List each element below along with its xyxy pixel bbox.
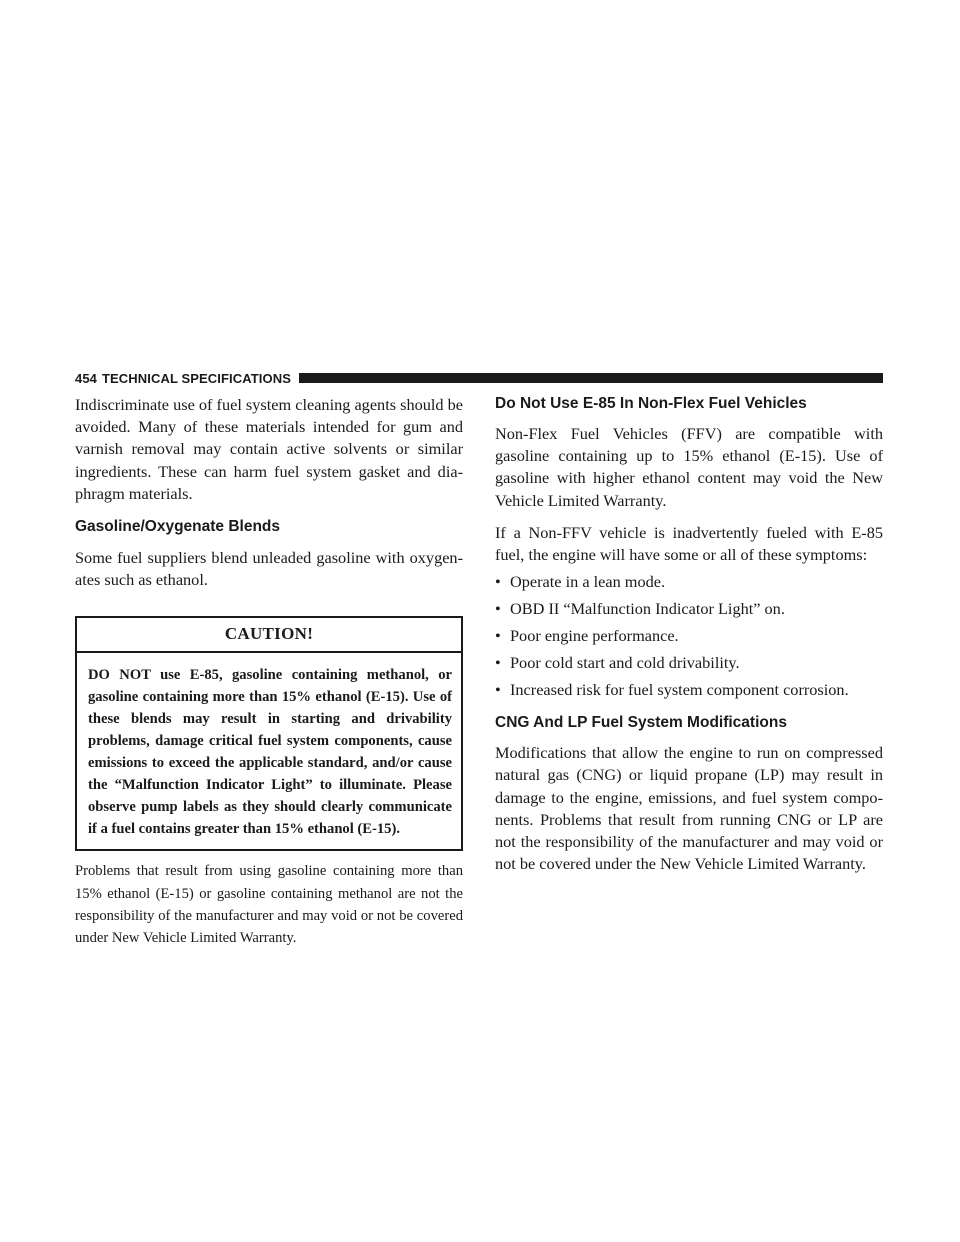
bullet-icon: • [495,680,501,700]
page-number: 454 [75,370,97,386]
nonflex-paragraph: Non-Flex Fuel Vehicles (FFV) are compatible with gasoline containing up to 15% ethanol (E-15). Use of gasoline with higher ethanol content may void the New Vehicle Limited Warranty. [495,424,883,510]
bullet-icon: • [495,599,501,619]
list-item: • OBD II “Malfunction Indicator Light” on. [495,599,785,619]
list-item: • Poor engine performance. [495,626,679,646]
caution-body: DO NOT use E-85, gasoline containing methanol, or gasoline containing more than 15% ethanol (E-15). Use of these blends may result in starting and drivability problems, damage critical fuel system components, cause emissions to exceed the applicable standard, and/or cause the “Malfunction Indicator Light” to illuminate. Please observe pump labels as they should clearly communicate if a fuel contains greater than 15% ethanol (E-15). [88,667,452,838]
bullet-icon: • [495,572,501,592]
list-item: • Poor cold start and cold drivability. [495,653,740,673]
right-column [495,394,883,875]
left-column [75,394,463,950]
page-header [75,369,883,387]
section-title: TECHNICAL SPECIFICATIONS [102,370,291,386]
heading-cng-lp-modifications: CNG And LP Fuel System Modifications [495,714,787,732]
heading-no-e85: Do Not Use E-85 In Non-Flex Fuel Vehicles [495,395,807,412]
bullet-icon: • [495,626,501,646]
blends-paragraph: Some fuel suppliers blend unleaded gasoline with oxygen-ates such as ethanol. [75,548,463,590]
heading-gasoline-oxygenate-blends: Gasoline/Oxygenate Blends [75,518,281,536]
cng-paragraph: Modifications that allow the engine to run on compressed natural gas (CNG) or liquid propane (LP) may result in damage to the engine, emissions, and fuel system compo-nents. Problems that result from running CNG or LP are not the responsibility of the manufacturer and may void or not be covered under the New Vehicle Limited Warranty. [495,743,883,874]
intro-paragraph: Indiscriminate use of fuel system cleaning agents should be avoided. Many of these materials intended for gum and varnish removal may contain active solvents or similar ingredients. These can harm fuel system gasket and dia-phragm materials. [75,395,463,503]
bullet-icon: • [495,653,501,673]
header-rule [299,373,883,383]
list-item: • Operate in a lean mode. [495,572,666,592]
caution-box [75,616,463,851]
list-item: • Increased risk for fuel system component corrosion. [495,680,849,700]
symptoms-list [495,571,883,701]
problems-paragraph: Problems that result from using gasoline containing more than 15% ethanol (E-15) or gasoline containing methanol are not the responsibility of the manufacturer and may void or not be covered under New Vehicle Limited Warranty. [75,863,463,947]
caution-title: CAUTION! [77,618,461,653]
symptoms-intro-paragraph: If a Non-FFV vehicle is inadvertently fueled with E-85 fuel, the engine will have some or all of these symptoms: [495,522,883,565]
